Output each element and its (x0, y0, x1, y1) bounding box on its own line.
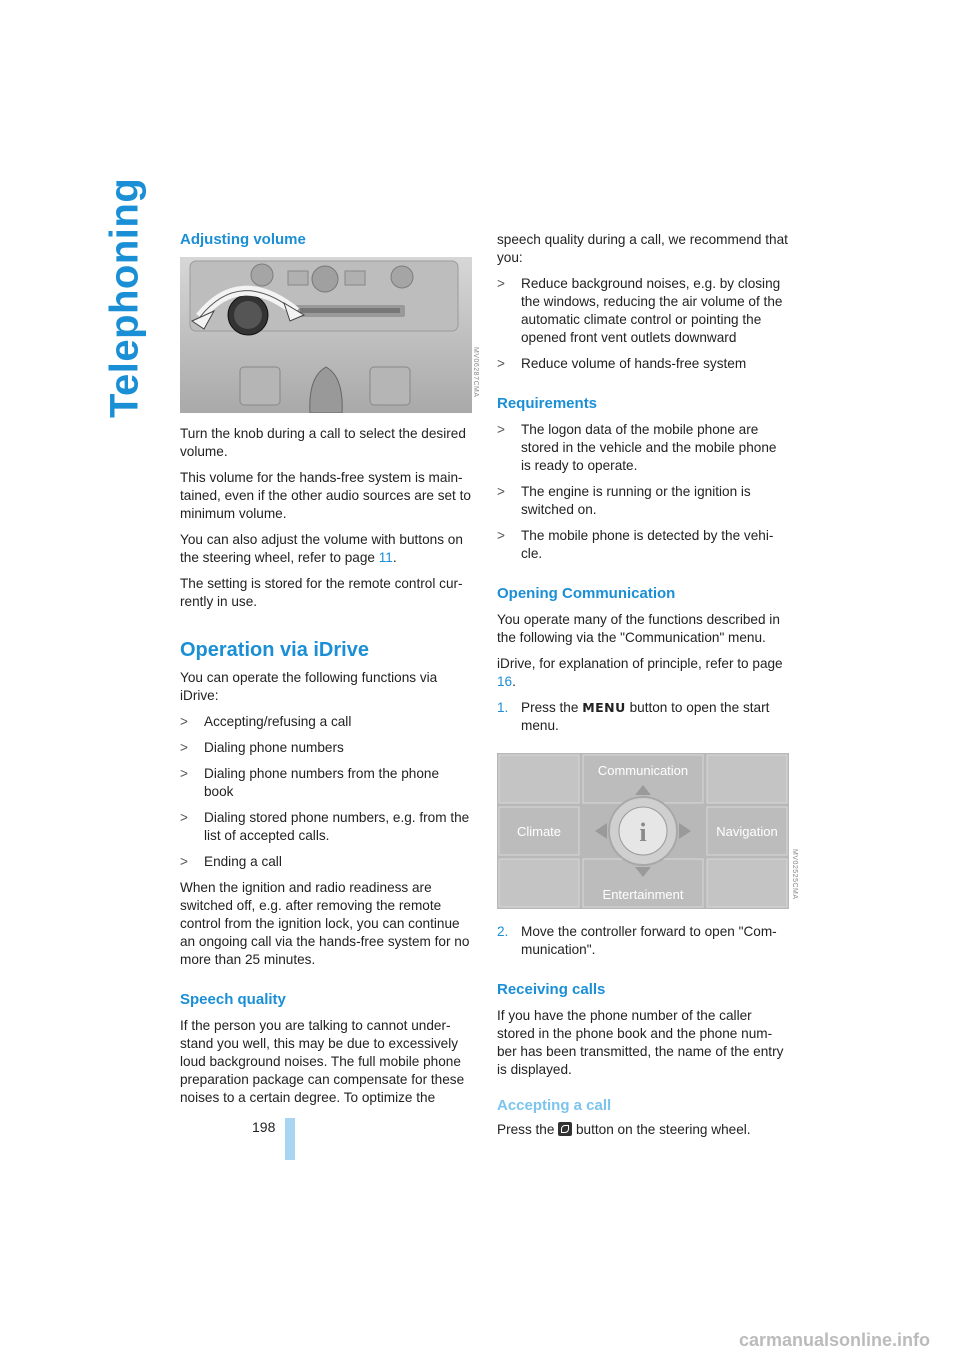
menu-key-label: MENU (582, 700, 626, 715)
heading-requirements: Requirements (497, 395, 598, 412)
page-link[interactable]: 16 (497, 674, 513, 689)
paragraph: You operate many of the functions described in the following via the "Communication" menu. (497, 612, 780, 645)
paragraph: speech quality during a call, we recommend that you: (497, 232, 788, 265)
paragraph: If you have the phone number of the caller stored in the phone book and the phone num-ber has been transmitted, the name of the entry is displayed. (497, 1008, 784, 1077)
paragraph: When the ignition and radio readiness are switched off, e.g. after removing the remote control from the ignition lock, you can continue an ongoing call via the hands-free system for no more than 25 minutes. (180, 880, 470, 967)
console-illustration (180, 257, 472, 413)
left-column (180, 231, 479, 1115)
phone-icon (558, 1122, 572, 1136)
list-item: > The logon data of the mobile phone are stored in the vehicle and the mobile phone is ready to operate. (497, 422, 777, 473)
paragraph: Press the button on the steering wheel. (497, 1122, 751, 1137)
menu-navigation[interactable]: Navigation (716, 824, 778, 839)
heading-accepting-call: Accepting a call (497, 1097, 612, 1114)
paragraph: The setting is stored for the remote control cur-rently in use. (180, 576, 463, 609)
list-item: > The mobile phone is detected by the vehi-cle. (497, 528, 774, 561)
heading-adjusting-volume: Adjusting volume (180, 231, 306, 248)
step-item: 2. Move the controller forward to open "Com-munication". (497, 924, 777, 957)
heading-operation-idrive: Operation via iDrive (180, 639, 369, 661)
menu-communication[interactable]: Communication (597, 763, 689, 778)
svg-text:i: i (639, 818, 647, 847)
list-item: > Accepting/refusing a call (180, 714, 352, 729)
image-id: MV02525CMA (791, 849, 798, 900)
page-link[interactable]: 11 (378, 550, 393, 565)
menu-climate[interactable]: Climate (516, 824, 562, 839)
list-item: > Ending a call (180, 854, 282, 869)
heading-opening-communication: Opening Communication (497, 585, 676, 602)
list-item: > Dialing phone numbers (180, 740, 344, 755)
paragraph: Turn the knob during a call to select the desired volume. (180, 426, 466, 459)
paragraph: You can operate the following functions via iDrive: (180, 670, 438, 703)
list-item: > Dialing phone numbers from the phone book (180, 766, 440, 799)
list-item: > The engine is running or the ignition is switched on. (497, 484, 751, 517)
list-item: > Dialing stored phone numbers, e.g. from the list of accepted calls. (180, 810, 470, 843)
list-item: > Reduce volume of hands-free system (497, 356, 747, 371)
paragraph: If the person you are talking to cannot under-stand you well, this may be due to excessively loud background noises. The full mobile phone preparation package can compensate for these noises to a certain degree. To optimize the (180, 1018, 465, 1105)
image-id: MV06287CMA (472, 347, 479, 398)
paragraph: You can also adjust the volume with buttons on the steering wheel, refer to page 11. (180, 532, 463, 565)
paragraph: iDrive, for explanation of principle, refer to page 16. (497, 656, 783, 689)
idrive-menu-image (497, 753, 798, 909)
footer-watermark: carmanualsonline.info (738, 1330, 930, 1350)
page-marker-bar (285, 1118, 295, 1160)
idrive-menu-illustration (497, 753, 789, 909)
list-item: > Reduce background noises, e.g. by closing the windows, reducing the air volume of the automatic climate control or pointing the opened front vent outlets downward (497, 276, 783, 345)
menu-entertainment[interactable]: Entertainment (602, 887, 684, 902)
section-title: Telephoning (102, 177, 147, 418)
console-knob-image (180, 257, 479, 413)
heading-speech-quality: Speech quality (180, 991, 286, 1008)
step-item: 1. Press the MENU button to open the start menu. (497, 700, 770, 733)
right-column (497, 231, 798, 1147)
heading-receiving-calls: Receiving calls (497, 981, 606, 998)
page-number: 198 (252, 1119, 276, 1135)
paragraph: This volume for the hands-free system is main-tained, even if the other audio sources are set to minimum volume. (180, 470, 471, 521)
